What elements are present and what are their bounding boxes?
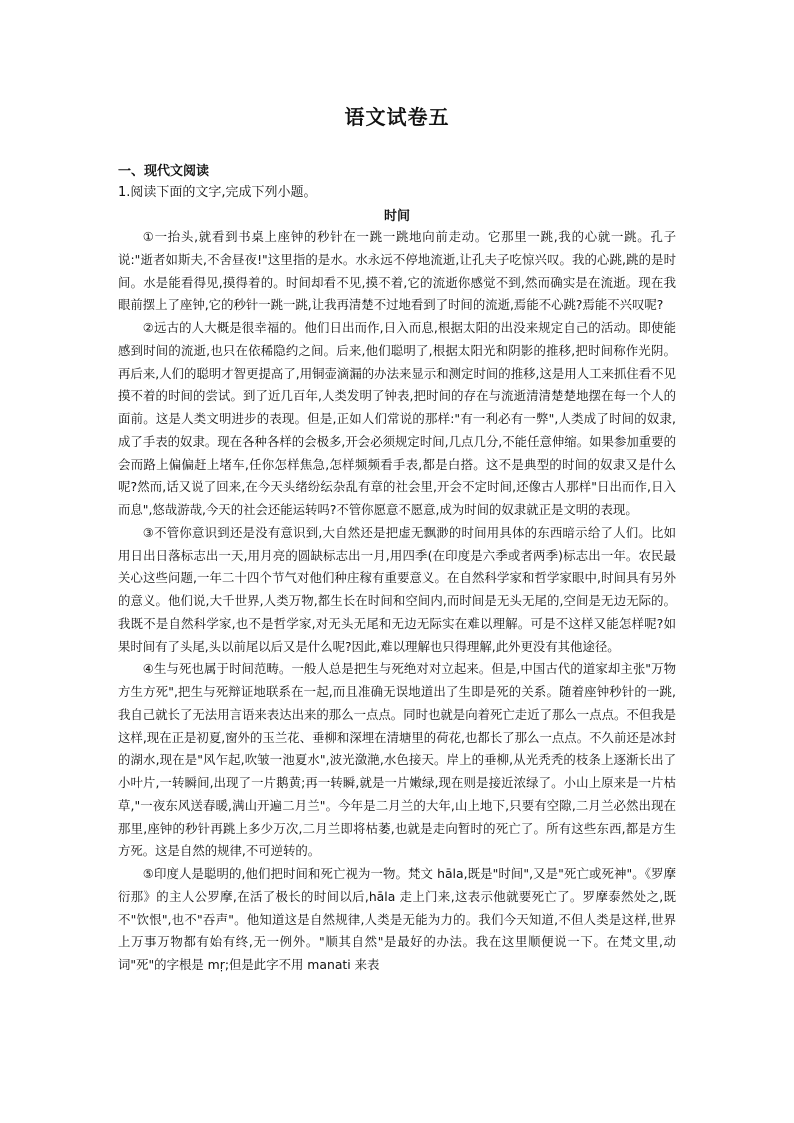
paragraph-4: ④生与死也属于时间范畴。一般人总是把生与死绝对对立起来。但是,中国古代的道家却主张"万物方生方死",把生与死辩证地联系在一起,而且准确无误地道出了生即是死的关系。随着座钟秒针的一跳,我自己就长了无法用言语来表达出来的那么一点点。同时也就是向着死亡走近了那么一点点。不但我是这样,现在正是初夏,窗外的玉兰花、垂柳和深埋在清塘里的荷花,也都长了那么一点点。不久前还是冰封的湖水,现在是"风乍起,吹皱一池夏水",波光潋滟,水色接天。岸上的垂柳,从光秃秃的枝条上逐渐长出了小叶片,一转瞬间,出现了一片鹅黄;再一转瞬,就是一片嫩绿,现在则是接近浓绿了。小山上原来是一片枯草,"一夜东风送春暖,满山开遍二月兰"。今年是二月兰的大年,山上地下,只要有空隙,二月兰必然出现在那里,座钟的秒针再跳上多少万次,二月兰即将枯萎,也就是走向暂时的死亡了。所有这些东西,都是方生方死。这是自然的规律,不可逆转的。 bbox=[118, 661, 676, 859]
article-title: 时间 bbox=[383, 209, 410, 224]
paragraph-2: ②远古的人大概是很幸福的。他们日出而作,日入而息,根据太阳的出没来规定自己的活动。即使能感到时间的流逝,也只在依稀隐约之间。后来,他们聪明了,根据太阳光和阴影的推移,把时间称作光阴。再后来,人们的聪明才智更提高了,用铜壶滴漏的办法来显示和测定时间的推移,这是用人工来抓住看不见摸不着的时间的尝试。到了近几百年,人类发明了钟表,把时间的存在与流逝清清楚楚地摆在每一个人的面前。这是人类文明进步的表现。但是,正如人们常说的那样:"有一利必有一弊",人类成了时间的奴隶,成了手表的奴隶。现在各种各样的会极多,开会必须规定时间,几点几分,不能任意伸缩。如果参加重要的会而路上偏偏赶上堵车,任你怎样焦急,怎样频频看手表,都是白搭。这不是典型的时间的奴隶又是什么呢?然而,话又说了回来,在今天头绪纷纭杂乱有章的社会里,开会不定时间,还像古人那样"日出而作,日入而息",悠哉游哉,今天的社会还能运转吗?不管你愿意不愿意,成为时间的奴隶就正是文明的表现。 bbox=[118, 320, 676, 517]
paragraph-5: ⑤印度人是聪明的,他们把时间和死亡视为一物。梵文 hāla,既是"时间",又是"死亡或死神"。《罗摩衍那》的主人公罗摩,在活了极长的时间以后,hāla 走上门来,这表示他就要死亡了。罗摩泰然处之,既不"饮恨",也不"吞声"。他知道这是自然规律,人类是无能为力的。我们今天知道,不但人类是这样,世界上万事万物都有始有终,无一例外。"顺其自然"是最好的办法。我在这里顺便说一下。在梵文里,动词"死"的字根是 mṛ;但是此字不用 manati 来表 bbox=[118, 866, 676, 972]
question-instruction: 1.阅读下面的文字,完成下列小题。 bbox=[118, 185, 317, 200]
paragraph-1: ①一抬头,就看到书桌上座钟的秒针在一跳一跳地向前走动。它那里一跳,我的心就一跳。孔子说:"逝者如斯夫,不舍昼夜!"这里指的是水。水永远不停地流逝,让孔夫子吃惊兴叹。我的心跳,跳的是时间。水是能看得见,摸得着的。时间却看不见,摸不着,它的流逝你感觉不到,然而确实是在流逝。现在我眼前摆上了座钟,它的秒针一跳一跳,让我再清楚不过地看到了时间的流逝,焉能不心跳?焉能不兴叹呢? bbox=[118, 229, 676, 313]
section-heading: 一、现代文阅读 bbox=[118, 164, 210, 179]
paragraph-3: ③不管你意识到还是没有意识到,大自然还是把虚无飘渺的时间用具体的东西暗示给了人们。比如用日出日落标志出一天,用月亮的圆缺标志出一月,用四季(在印度是六季或者两季)标志出一年。农民最关心这些问题,一年二十四个节气对他们种庄稼有重要意义。在自然科学家和哲学家眼中,时间具有另外的意义。他们说,大千世界,人类万物,都生长在时间和空间内,而时间是无头无尾的,空间是无边无际的。我既不是自然科学家,也不是哲学家,对无头无尾和无边无际实在难以理解。可是不这样又能怎样呢?如果时间有了头尾,头以前尾以后又是什么呢?因此,难以理解也只得理解,此外更没有其他途径。 bbox=[118, 524, 676, 654]
article-body bbox=[118, 226, 676, 977]
exam-title: 语文试卷五 bbox=[344, 105, 450, 129]
